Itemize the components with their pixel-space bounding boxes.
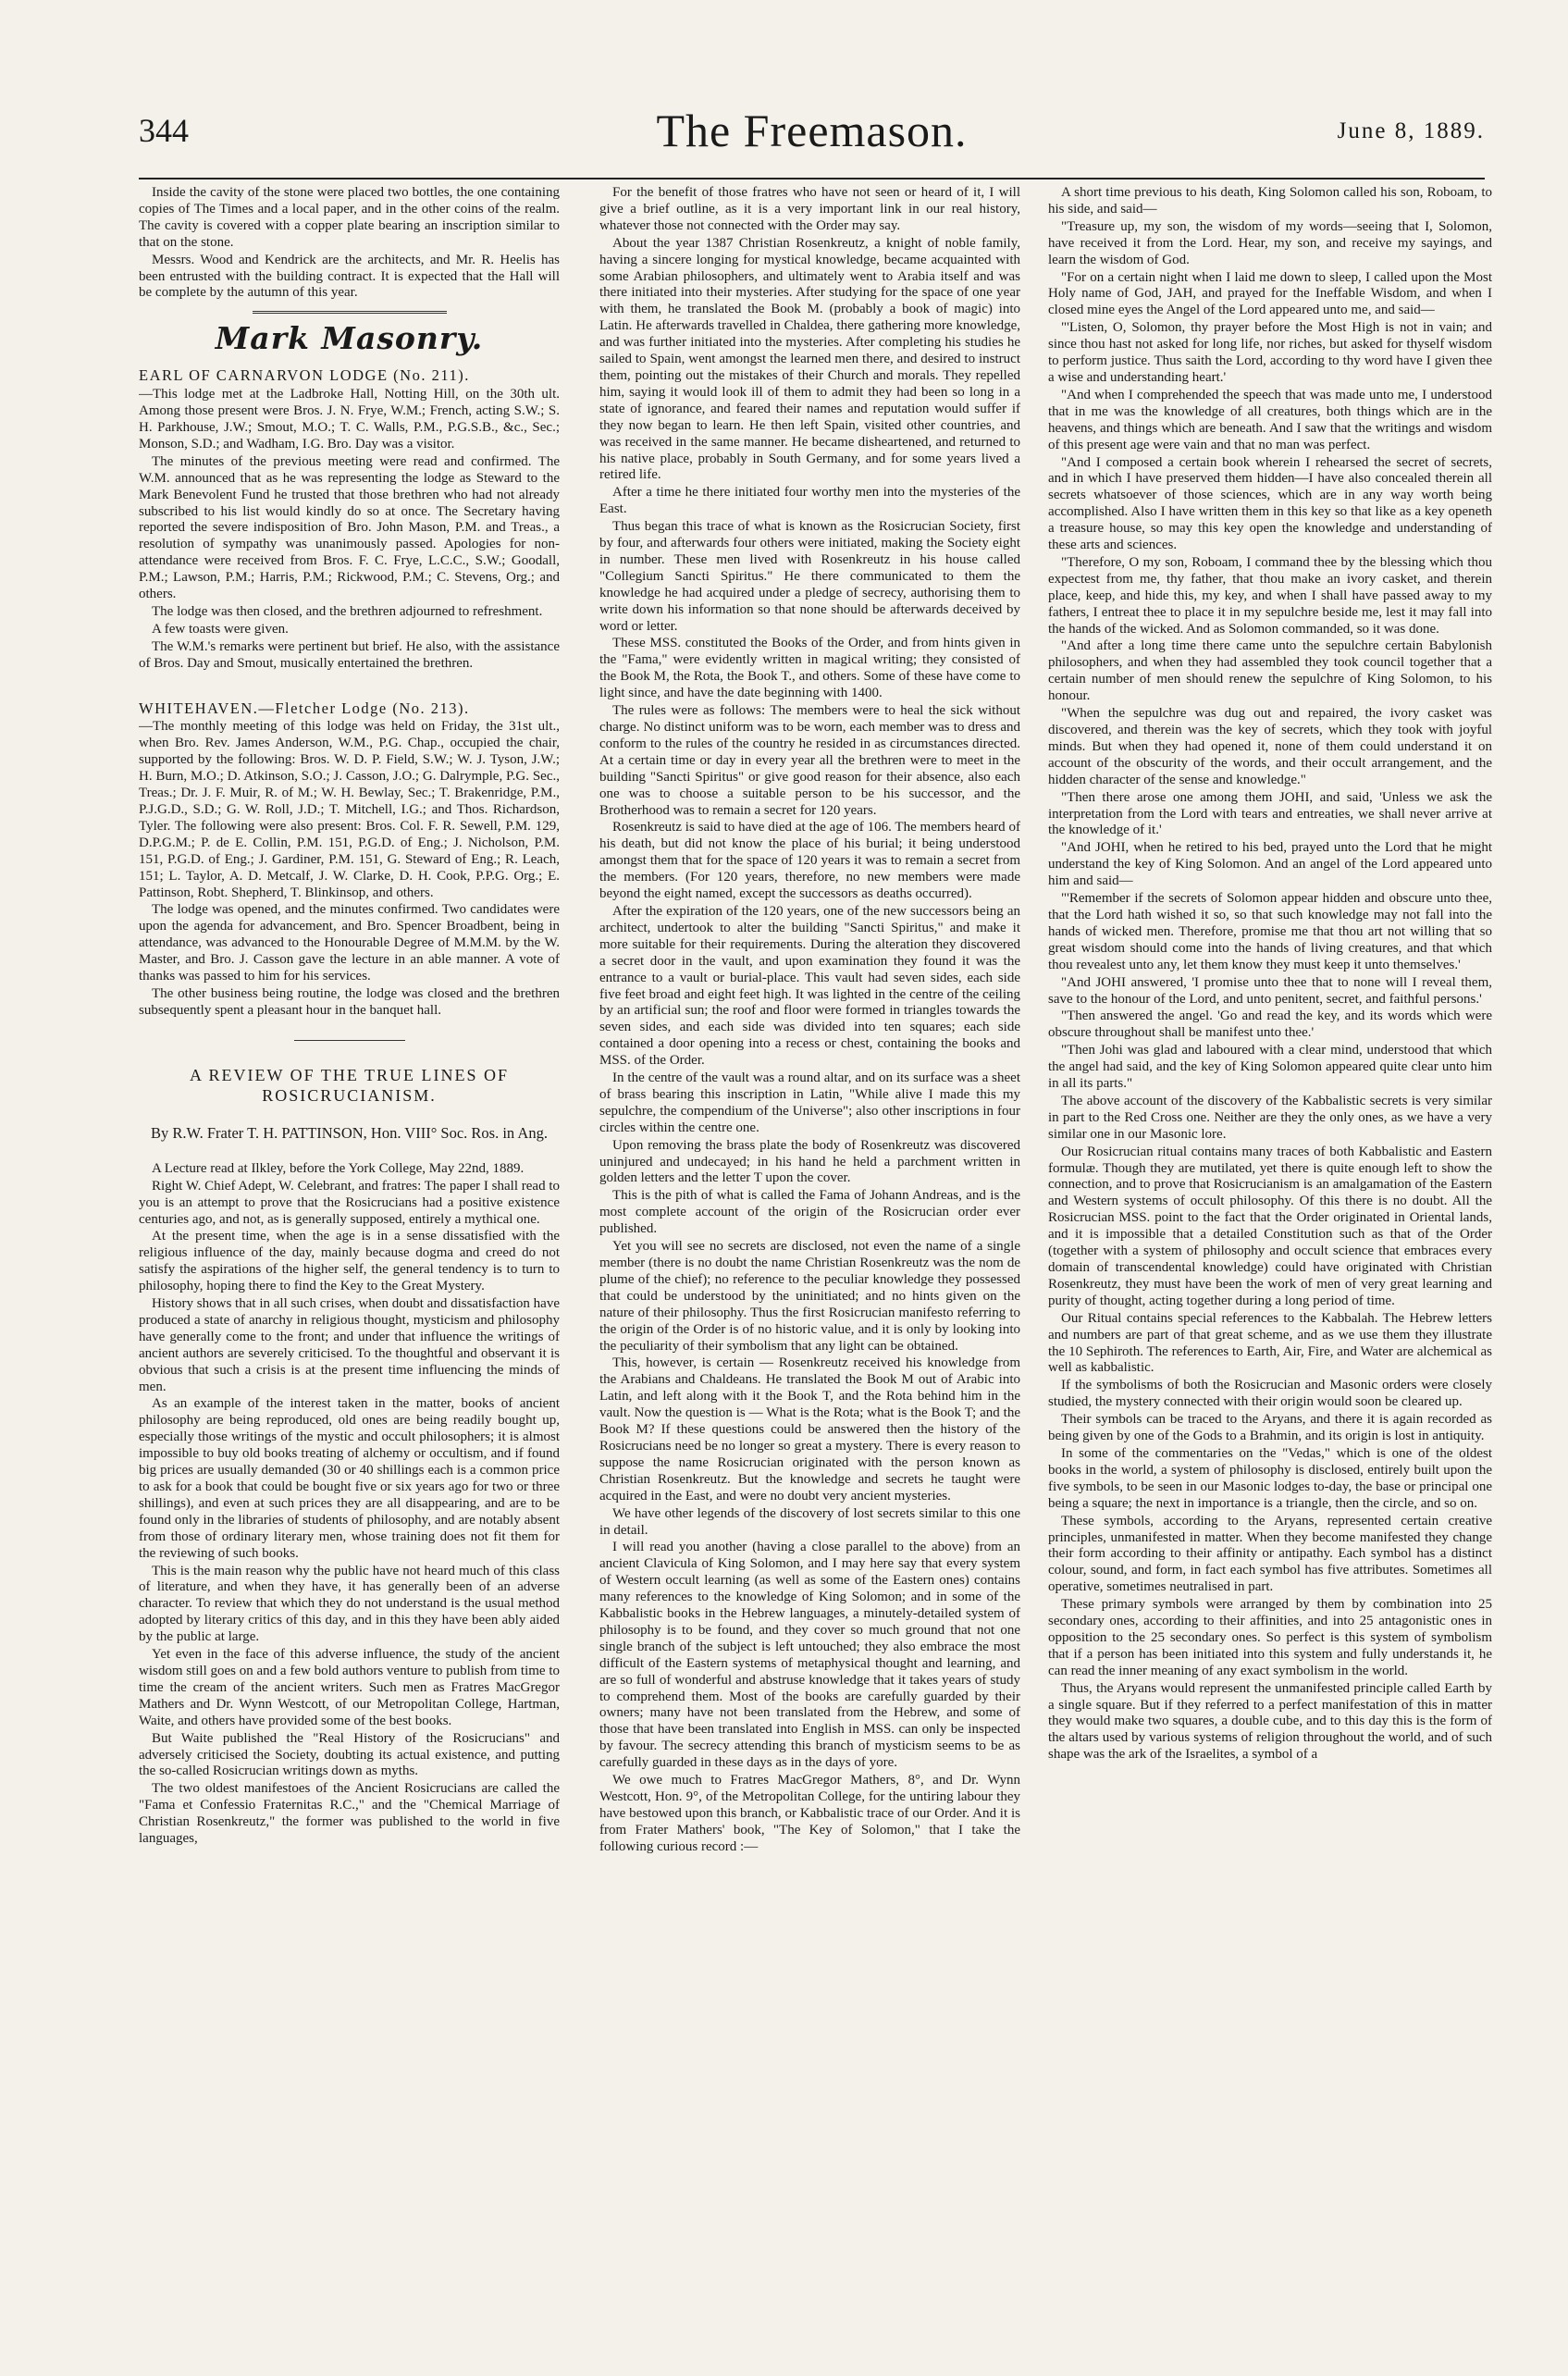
article-paragraph: "Then answered the angel. 'Go and read the key, and its words which were obscure throughout shall be manifest unto thee.' [1048, 1009, 1492, 1041]
column-1 [139, 185, 560, 2339]
article-paragraph: "For on a certain night when I laid me down to sleep, I called upon the Most Holy name of God, JAH, and prayed for the Ineffable Wisdom, and when I closed mine eyes the Angel of the Lord appeared unto me, and said— [1048, 269, 1492, 318]
article-paragraph: In some of the commentaries on the "Vedas," which is one of the oldest books in the world, a system of philosophy is disclosed, entirely built upon the five symbols, to be seen in our Masonic lodges to-day, the base or principal one being a square; the next in importance is a triangle, then the circle, and so on. [1048, 1445, 1492, 1511]
article-paragraph: "When the sepulchre was dug out and repaired, the ivory casket was discovered, and therein was the key of secrets, which they took with joyful minds. But when they had opened it, none of them could understand it on account of the obscurity of the words, and their occult arrangement, and the hidden character of the sense and knowledge." [1048, 706, 1492, 787]
article-paragraph: History shows that in all such crises, when doubt and dissatisfaction have produced a state of anarchy in religious thought, mysticism and philosophy have generally come to the front; and under that influence the writings of ancient authors are severely criticised. To the thoughtful and observant it is obvious that such a crisis is at the present time influencing the minds of men. [139, 1296, 560, 1394]
article-paragraph: We owe much to Fratres MacGregor Mathers, 8°, and Dr. Wynn Westcott, Hon. 9°, of the Metropolitan College, for the untiring labour they have bestowed upon this branch, or Kabbalistic trace of our Order. And it is from Frater Mathers' book, "The Key of Solomon," that I take the following curious record :— [599, 1773, 1020, 1854]
article-paragraph: Our Ritual contains special references to the Kabbalah. The Hebrew letters and numbers are part of that great scheme, and as we use them they illustrate the 10 Sephiroth. The references to Earth, Air, Fire, and Water are alchemical as well as kabbalistic. [1048, 1310, 1492, 1376]
article-paragraph: "Then there arose one among them JOHI, and said, 'Unless we ask the interpretation from the Lord with tears and entreaties, we shall never arrive at the knowledge of it.' [1048, 789, 1492, 838]
article-paragraph: Thus began this trace of what is known as the Rosicrucian Society, first by four, and afterwards four others were initiated, making the Society eight in number. These men lived with Rosenkreutz in his house called "Collegium Sancti Spiritus." He there communicated to them the knowledge he had acquired under a pledge of secrecy, authorising them to write down his information so that none should be afterwards deceived by word or letter. [599, 519, 1020, 634]
article-paragraph: "And when I comprehended the speech that was made unto me, I understood that in me was the knowledge of all creatures, both things which are in the heavens, and things which are beneath. And I saw that the writings and wisdom of this present age were vain and that no man was perfect. [1048, 387, 1492, 452]
article-paragraph: After the expiration of the 120 years, one of the new successors being an architect, undertook to alter the building "Sancti Spiritus," and make it more suitable for their requirements. During the alteration they discovered a secret door in the vault, and upon examination they found it was the entrance to a vault or burial-place. This vault had seven sides, each side five feet broad and eight feet high. It was lighted in the centre of the ceiling by an artificial sun; the roof and floor were formed in triangles towards the seven sides, and each side was divided into ten squares; each side contained a door opening into a recess or chest, containing the books and MSS. of the Order. [599, 903, 1020, 1069]
article-paragraph: This is the pith of what is called the Fama of Johann Andreas, and is the most complete account of the origin of the Rosicrucian order ever published. [599, 1188, 1020, 1237]
article-paragraph: This, however, is certain — Rosenkreutz received his knowledge from the Arabians and Chaldeans. He translated the Book M out of Arabic into Latin, and left along with it the Book T, and the Rota behind him in the vault. Now the question is — What is the Rota; what is the Book T; and the Book M? If these questions could be answered then the history of the Rosicrucians need be no longer so great a mystery. There is every reason to suppose the name Rosicrucian originated with the person known as Christian Rosenkreutz. But the knowledge and secrets he taught were acquired in the East, and were no doubt very ancient mysteries. [599, 1355, 1020, 1504]
article-paragraph: Our Rosicrucian ritual contains many traces of both Kabbalistic and Eastern formulæ. Though they are mutilated, yet there is quite enough left to show the connection, and to prove that Rosicrucianism is an amalgamation of the Eastern and Western systems of occult philosophy. Of this there is no doubt. All the Rosicrucian MSS. point to the fact that the Order originated in Oriental lands, and it is impossible that a detailed Constitution such as that of the Order (together with a system of philosophy and occult science that embraces every domain of transcendental knowledge) could have originated with Christian Rosenkreutz, they must have been the work of men of very great learning and purity of thought, acting together during a long period of time. [1048, 1144, 1492, 1308]
article-paragraph: A few toasts were given. [152, 621, 289, 637]
article-divider [294, 1040, 405, 1041]
article-paragraph: But Waite published the "Real History of the Rosicrucians" and adversely criticised the Society, doubting its actual existence, and putting the so-called Rosicrucian writings down as myths. [139, 1730, 560, 1779]
article-paragraph: "Then Johi was glad and laboured with a clear mind, understood that which the angel had said, and the key of King Solomon appeared quite clear unto him in all its parts." [1048, 1043, 1492, 1092]
article-paragraph: Messrs. Wood and Kendrick are the architects, and Mr. R. Heelis has been entrusted with the building contract. It is expected that the Hall will be complete by the autumn of this year. [139, 252, 560, 301]
column-3 [1048, 185, 1492, 2339]
article-paragraph: These MSS. constituted the Books of the Order, and from hints given in the "Fama," were evidently written in magical writing; they consisted of the Book M, the Rota, the Book T., and others. Some of these have come to light since, and have the date beginning with 1400. [599, 636, 1020, 701]
newspaper-title: The Freemason. [656, 105, 968, 156]
article-paragraph: Upon removing the brass plate the body of Rosenkreutz was discovered uninjured and undecayed; in his hand he held a parchment written in golden letters and the letter T upon the cover. [599, 1137, 1020, 1186]
lodge-report-heading: EARL OF CARNARVON LODGE (No. 211). [139, 366, 470, 385]
lecture-note: A Lecture read at Ilkley, before the York College, May 22nd, 1889. [152, 1160, 525, 1176]
article-paragraph: The lodge was then closed, and the brethren adjourned to refreshment. [152, 603, 543, 619]
section-title: Mark Masonry. [215, 320, 484, 357]
article-paragraph: If the symbolisms of both the Rosicrucian and Masonic orders were closely studied, the mystery connected with their origin would soon be cleared up. [1048, 1378, 1492, 1410]
article-paragraph: "'Remember if the secrets of Solomon appear hidden and obscure unto thee, that the Lord hath wished it so, so that such knowledge may not fall into the hands of wicked men. Therefore, promise me that thou art not willing that so great wisdom should come into the hands of living creatures, and that which thou revealest unto any, let them know they must keep it unto themselves.' [1048, 891, 1492, 972]
article-paragraph: The other business being routine, the lodge was closed and the brethren subsequently spent a pleasant hour in the banquet hall. [139, 985, 560, 1018]
article-paragraph: This is the main reason why the public have not heard much of this class of literature, and when they have, it has generally been of an adverse character. To review that which they do not understand is the usual method adopted by literary critics of this day, and in this they have been ably aided by the public at large. [139, 1563, 560, 1645]
article-paragraph: —This lodge met at the Ladbroke Hall, Notting Hill, on the 30th ult. Among those present were Bros. J. N. Frye, W.M.; French, acting S.W.; S. H. Parkhouse, J.W.; Smout, M.O.; T. C. Walls, P.M., P.G.S.B., &c., Sec.; Monson, S.D.; and Wadham, I.G. Bro. Day was a visitor. [139, 387, 560, 452]
lecture-title: A REVIEW OF THE TRUE LINES OF ROSICRUCIANISM. [189, 1065, 509, 1105]
article-paragraph: "And JOHI, when he retired to his bed, prayed unto the Lord that he might understand the key of King Solomon. And an angel of the Lord appeared unto him and said— [1048, 840, 1492, 889]
lodge-report-heading: WHITEHAVEN.—Fletcher Lodge (No. 213). [139, 699, 470, 717]
article-paragraph: Thus, the Aryans would represent the unmanifested principle called Earth by a single square. But if they referred to a perfect manifestation of this in matter they would make two squares, a double cube, and to this day this is the form of the altars used by various systems of religion throughout the world, and of such shape was the ark of the Israelites, a symbol of a [1048, 1680, 1492, 1763]
article-paragraph: "'Listen, O, Solomon, thy prayer before the Most High is not in vain; and since thou hast not asked for long life, nor riches, but asked for thyself wisdom to perform justice. Thus saith the Lord, according to thy word have I given thee a wise and understanding heart.' [1048, 320, 1492, 385]
article-paragraph: We have other legends of the discovery of lost secrets similar to this one in detail. [599, 1505, 1020, 1538]
article-paragraph: The lodge was opened, and the minutes confirmed. Two candidates were upon the agenda for advancement, and Bro. Spencer Broadbent, being in attendance, was advanced to the Honourable Degree of M.M.M. by the W. Master, and Bro. J. Casson gave the lecture in an able manner. A vote of thanks was passed to him for his services. [139, 902, 560, 984]
lecture-byline: By R.W. Frater T. H. PATTINSON, Hon. VIII° Soc. Ros. in Ang. [151, 1123, 548, 1142]
article-paragraph: Right W. Chief Adept, W. Celebrant, and fratres: The paper I shall read to you is an attempt to prove that the Rosicrucians had a positive existence centuries ago, and not, as is generally supposed, entirely a mythical one. [139, 1178, 560, 1227]
article-paragraph: These symbols, according to the Aryans, represented certain creative principles, unmanifested in matter. When they become manifested they change their form according to their affinity or antipathy. Each symbol has a distinct colour, sound, and form, in fact each symbol has five attributes. Sometimes all operative, sometimes neutralised in part. [1048, 1513, 1492, 1595]
article-paragraph: Yet even in the face of this adverse influence, the study of the ancient wisdom still goes on and a few bold authors venture to publish from time to time the cream of the ancient writers. Such men as Fratres MacGregor Mathers and Dr. Wynn Westcott, of our Metropolitan College, Hartman, Waite, and others have provided some of the best books. [139, 1647, 560, 1728]
article-paragraph: "And after a long time there came unto the sepulchre certain Babylonish philosophers, and when they had assembled they took council together that a certain number of men should renew the sepulchre of King Solomon, to his honour. [1048, 638, 1492, 704]
article-paragraph: As an example of the interest taken in the matter, books of ancient philosophy are being reproduced, old ones are being readily bought up, especially those writings of the mystic and occult philosophers; it is almost impossible to buy old books treating of alchemy or occultism, and if found big prices are usually demanded (30 or 40 shillings each is a common price to ask for a book that could be bought five or six years ago for two or three shillings), and even at such prices they are all disappearing, and are to be found only in the libraries of students of philosophy, and are notably absent from those of ordinary literary men, whose training does not fit them for the reviewing of such books. [139, 1396, 560, 1561]
column-2 [599, 185, 1020, 2339]
article-paragraph: The above account of the discovery of the Kabbalistic secrets is very similar in part to the Red Cross one. Neither are they the only ones, as we have a very similar one in our Masonic lore. [1048, 1093, 1492, 1142]
article-paragraph: Their symbols can be traced to the Aryans, and there it is again recorded as being given by one of the Gods to a Brahmin, and its origin is lost in antiquity. [1048, 1412, 1492, 1444]
article-paragraph: "And JOHI answered, 'I promise unto thee that to none will I reveal them, save to the honour of the Lord, and unto penitent, secret, and faithful persons.' [1048, 974, 1492, 1007]
article-paragraph: The minutes of the previous meeting were read and confirmed. The W.M. announced that as he was representing the lodge as Steward to the Mark Benevolent Fund he trusted that those brethren who had not already subscribed to his list would kindly do so at once. The Secretary having reported the severe indisposition of Bro. John Mason, P.M. and Treas., a resolution of sympathy was unanimously passed. Apologies for non-attendance were received from Bros. F. C. Frye, L.C.C., S.W.; Goodall, P.M.; Lawson, P.M.; Harris, P.M.; Rickwood, P.M.; C. Stevens, Org.; and others. [139, 453, 560, 602]
article-paragraph: A short time previous to his death, King Solomon called his son, Roboam, to his side, and said— [1048, 185, 1492, 217]
article-paragraph: "Treasure up, my son, the wisdom of my words—seeing that I, Solomon, have received it from the Lord. Hear, my son, and receive my sayings, and learn the wisdom of God. [1048, 218, 1492, 267]
issue-date: June 8, 1889. [1337, 118, 1485, 143]
article-paragraph: Rosenkreutz is said to have died at the age of 106. The members heard of his death, but did not know the place of his burial; it being understood amongst them that for the space of 120 years it was to remain a secret from the members. (For 120 years, therefore, no new members were made beyond the eight named, except the successors as deaths occurred). [599, 820, 1020, 902]
masthead [139, 105, 1485, 178]
article-paragraph: I will read you another (having a close parallel to the above) from an ancient Clavicula of King Solomon, and I may here say that every system of Western occult learning (as well as some of the Eastern ones) contains many references to the knowledge of King Solomon; and in some of the Kabbalistic books in the Hebrew languages, a minutely-detailed system of philosophy is to be found, and they cover so much ground that not one single branch of the subject is left untouched; they also embrace the most difficult of the Eastern systems of metaphysical thought and learning, and are so full of wonderful and abstruse knowledge that it takes years of study to comprehend them. Most of the books are carefully guarded by their owners; many have not been translated from the Hebrew, and some of those that have been translated into English in MSS. can only be inspected by favour. The secrecy attending this branch of mysticism seems to be as carefully guarded in these days as in the days of yore. [599, 1540, 1020, 1771]
article-paragraph: In the centre of the vault was a round altar, and on its surface was a sheet of brass bearing this inscription in Latin, "While alive I made this my sepulchre, the compendium of the Universe"; also other inscriptions in four circles within the centre one. [599, 1070, 1020, 1135]
article-paragraph: "And I composed a certain book wherein I rehearsed the secret of secrets, and in which I have preserved them hidden—I have also concealed therein all secrets whatsoever of those sciences, which are in any way worth being accomplished. Also I have written them in this key so that like as a key openeth a treasure house, so may this key open the knowledge and understanding of these arts and sciences. [1048, 454, 1492, 553]
article-paragraph: About the year 1387 Christian Rosenkreutz, a knight of noble family, having a sincere longing for mystical knowledge, became acquainted with some Arabian philosophers, and ultimately went to Arabia itself and was there initiated into their mysteries. After studying for the space of one year with them, he translated the Book M. (probably a book of magic) into Latin. He afterwards travelled in Chaldea, there gathering more knowledge, and was further initiated into the mysteries. After completing his studies he sailed to Spain, went amongst the learned men there, and desired to instruct them, pointing out the mistakes of their Church and morals. They repelled him, saying it would look ill of them to admit they had been so long in a state of ignorance, and feared their names and reputation would suffer if they now began to learn. He then left Spain, visited other countries, and was received in the same manner. He became disheartened, and returned to his native place, probably in South Germany, and for some years lived a retired life. [599, 235, 1020, 483]
masthead-rule [139, 178, 1485, 179]
article-paragraph: —The monthly meeting of this lodge was held on Friday, the 31st ult., when Bro. Rev. James Anderson, W.M., P.G. Chap., occupied the chair, supported by the following: Bros. W. D. P. Field, S.W.; W. J. Tyson, J.W.; H. Burn, M.O.; D. Atkinson, S.O.; J. Casson, J.O.; G. Dalrymple, P.G. Sec., Treas.; Dr. J. F. Muir, R. of M.; W. H. Bewlay, Sec.; T. Brakenridge, P.M., P.J.G.D., S.D.; G. W. Roll, J.D.; T. Mitchell, I.G.; and Thos. Richardson, Tyler. The following were also present: Bros. Col. F. R. Sewell, P.M. 129, D.P.G.M.; P. de E. Collin, P.M. 151, P.G.D. of Eng.; J. Nicholson, P.M. 151, P.G.D. of Eng.; J. Gardiner, P.M. 151, G. Steward of Eng.; R. Leach, 151; L. Taylor, A. D. Metcalf, J. W. Clarke, D. H. Cook, P.P.G. Org.; E. Pattinson, Robt. Shepherd, T. Blinkinsop, and others. [139, 719, 560, 900]
article-paragraph: "Therefore, O my son, Roboam, I command thee by the blessing which thou expectest from me, thy father, that thou make an ivory casket, and therein place, keep, and hide this, my key, and when I shall have passed away to my fathers, I entreat thee to place it in my sepulchre beside me, lest it may fall into the hands of the wicked. And as Solomon commanded, so it was done. [1048, 554, 1492, 637]
article-paragraph: For the benefit of those fratres who have not seen or heard of it, I will give a brief outline, as it is a very important link in our real history, whatever those not connected with the Order may say. [599, 185, 1020, 233]
article-paragraph: The W.M.'s remarks were pertinent but brief. He also, with the assistance of Bros. Day and Smout, musically entertained the brethren. [139, 638, 560, 671]
article-paragraph: At the present time, when the age is in a sense dissatisfied with the religious influence of the day, mainly because dogma and creed do not satisfy the aspirations of the higher self, the general tendency is to turn to philosophy, hoping there to find the Key to the Great Mystery. [139, 1229, 560, 1294]
article-paragraph: Yet you will see no secrets are disclosed, not even the name of a single member (there is no doubt the name Christian Rosenkreutz was the nom de plume of the chief); no reference to the peculiar knowledge they possessed that could be understood by the uninitiated; and no hints given on the nature of their philosophy. Thus the first Rosicrucian manifesto referring to the origin of the Order is of no historic value, and it is only by looking into the peculiarity of their symbolism that any light can be obtained. [599, 1239, 1020, 1354]
article-paragraph: The two oldest manifestoes of the Ancient Rosicrucians are called the "Fama et Confessio Fraternitas R.C.," and the "Chemical Marriage of Christian Rosenkreutz," the former was published to the world in five languages, [139, 1781, 560, 1847]
section-divider [253, 311, 447, 314]
article-paragraph: After a time he there initiated four worthy men into the mysteries of the East. [599, 485, 1020, 517]
article-paragraph: The rules were as follows: The members were to heal the sick without charge. No distinct uniform was to be worn, each member was to dress and conform to the rules of the country he resided in as circumstances directed. At a certain time or day in every year all the brethren were to meet in the building "Sancti Spiritus" or give good reason for their absence, also each one was to choose a suitable person to be his successor, and the Brotherhood was to remain a secret for 120 years. [599, 703, 1020, 818]
article-paragraph: Inside the cavity of the stone were placed two bottles, the one containing copies of The Times and a local paper, and in the other coins of the realm. The cavity is covered with a copper plate bearing an inscription similar to that on the stone. [139, 185, 560, 250]
page-number: 344 [139, 112, 189, 149]
article-paragraph: These primary symbols were arranged by them by combination into 25 secondary ones, according to their affinities, and into 25 antagonistic ones in opposition to the 25 secondary ones. So perfect is this system of symbolism that if a person has been initiated into this system and fully understands it, he can read the inner meaning of any exact symbolism in the world. [1048, 1597, 1492, 1678]
